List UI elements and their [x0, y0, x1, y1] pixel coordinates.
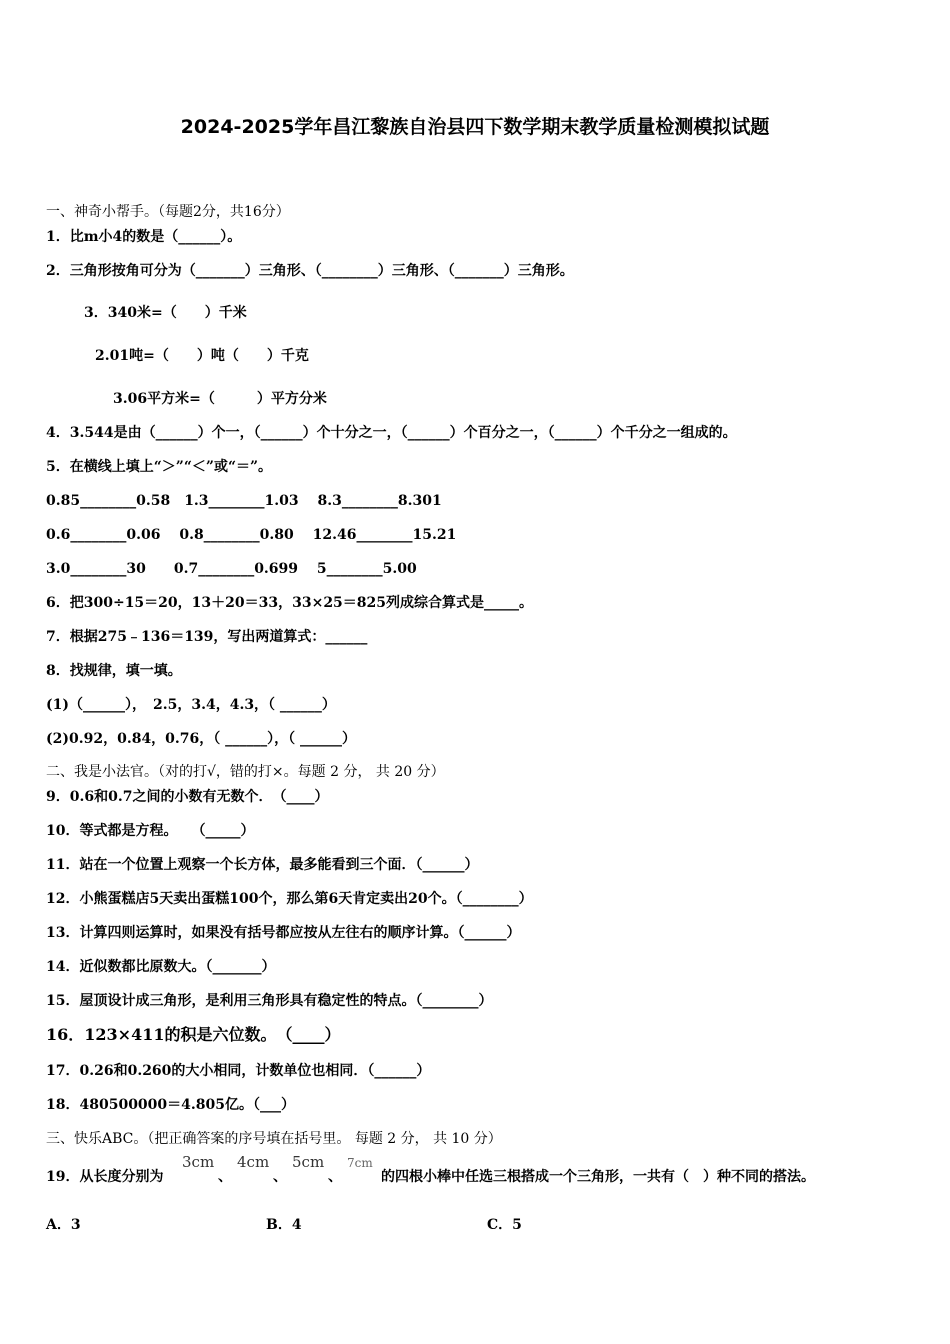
- question-12: 12．小熊蛋糕店5天卖出蛋糕100个，那么第6天肯定卖出20个。（________）: [46, 891, 533, 907]
- question-18: 18．480500000＝4.805亿。（___）: [46, 1097, 295, 1113]
- question-15: 15．屋顶设计成三角形，是利用三角形具有稳定性的特点。（________）: [46, 993, 493, 1009]
- section-3-heading: 三、快乐ABC。（把正确答案的序号填在括号里。 每题 2 分， 共 10 分）: [46, 1131, 502, 1147]
- question-10: 10．等式都是方程。 （_____）: [46, 823, 255, 839]
- separator: 、: [328, 1169, 342, 1185]
- section-1-heading: 一、神奇小帮手。（每题2分，共16分）: [46, 204, 290, 220]
- question-8-part-2: (2)0.92，0.84，0.76，（ ______），（ ______）: [46, 731, 357, 747]
- question-2: 2．三角形按角可分为（_______）三角形、（________）三角形、（_______）三角形。: [46, 263, 574, 279]
- question-8: 8．找规律，填一填。: [46, 663, 182, 679]
- question-5-row-3: 3.0________30 0.7________0.699 5________5.00: [46, 561, 417, 577]
- question-8-part-1: (1)（______）， 2.5，3.4，4.3，（ ______）: [46, 697, 336, 713]
- option-b[interactable]: B．4: [266, 1217, 302, 1233]
- question-5: 5．在横线上填上“＞”“＜”或“＝”。: [46, 459, 273, 475]
- length-3cm: 3cm: [182, 1153, 215, 1171]
- question-19-prefix: 19．从长度分别为: [46, 1169, 164, 1185]
- question-17: 17．0.26和0.260的大小相同，计数单位也相同．（______）: [46, 1063, 431, 1079]
- question-3a: 3．340米=（ ）千米: [84, 305, 247, 321]
- question-3b: 2.01吨=（ ）吨（ ）千克: [95, 348, 309, 364]
- separator: 、: [273, 1169, 287, 1185]
- question-5-row-2: 0.6________0.06 0.8________0.80 12.46________15.21: [46, 527, 457, 543]
- question-1: 1．比m小4的数是（______）。: [46, 229, 242, 245]
- question-19-suffix: 的四根小棒中任选三根搭成一个三角形，一共有（ ）种不同的搭法。: [381, 1169, 815, 1185]
- question-16: 16．123×411的积是六位数。 （____）: [46, 1025, 341, 1044]
- section-2-heading: 二、我是小法官。（对的打√，错的打×。每题 2 分， 共 20 分）: [46, 764, 445, 780]
- question-6: 6．把300÷15＝20，13＋20＝33，33×25＝825列成综合算式是_____。: [46, 595, 534, 611]
- length-4cm: 4cm: [237, 1153, 270, 1171]
- question-5-row-1: 0.85________0.58 1.3________1.03 8.3________8.301: [46, 493, 442, 509]
- question-4: 4．3.544是由（______）个一，（______）个十分之一，（______）个百分之一，（______）个千分之一组成的。: [46, 425, 737, 441]
- question-9: 9．0.6和0.7之间的小数有无数个． （____）: [46, 789, 329, 805]
- question-11: 11．站在一个位置上观察一个长方体，最多能看到三个面．（______）: [46, 857, 479, 873]
- question-7: 7．根据275﹣136＝139，写出两道算式：______: [46, 629, 368, 645]
- length-7cm: 7cm: [347, 1156, 373, 1170]
- question-13: 13．计算四则运算时，如果没有括号都应按从左往右的顺序计算。（______）: [46, 925, 521, 941]
- question-3c: 3.06平方米=（ ）平方分米: [113, 391, 327, 407]
- option-a[interactable]: A．3: [46, 1217, 81, 1233]
- question-14: 14．近似数都比原数大。（_______）: [46, 959, 276, 975]
- separator: 、: [218, 1169, 232, 1185]
- page-title: 2024-2025学年昌江黎族自治县四下数学期末教学质量检测模拟试题: [180, 116, 770, 138]
- option-c[interactable]: C．5: [487, 1217, 522, 1233]
- length-5cm: 5cm: [292, 1153, 325, 1171]
